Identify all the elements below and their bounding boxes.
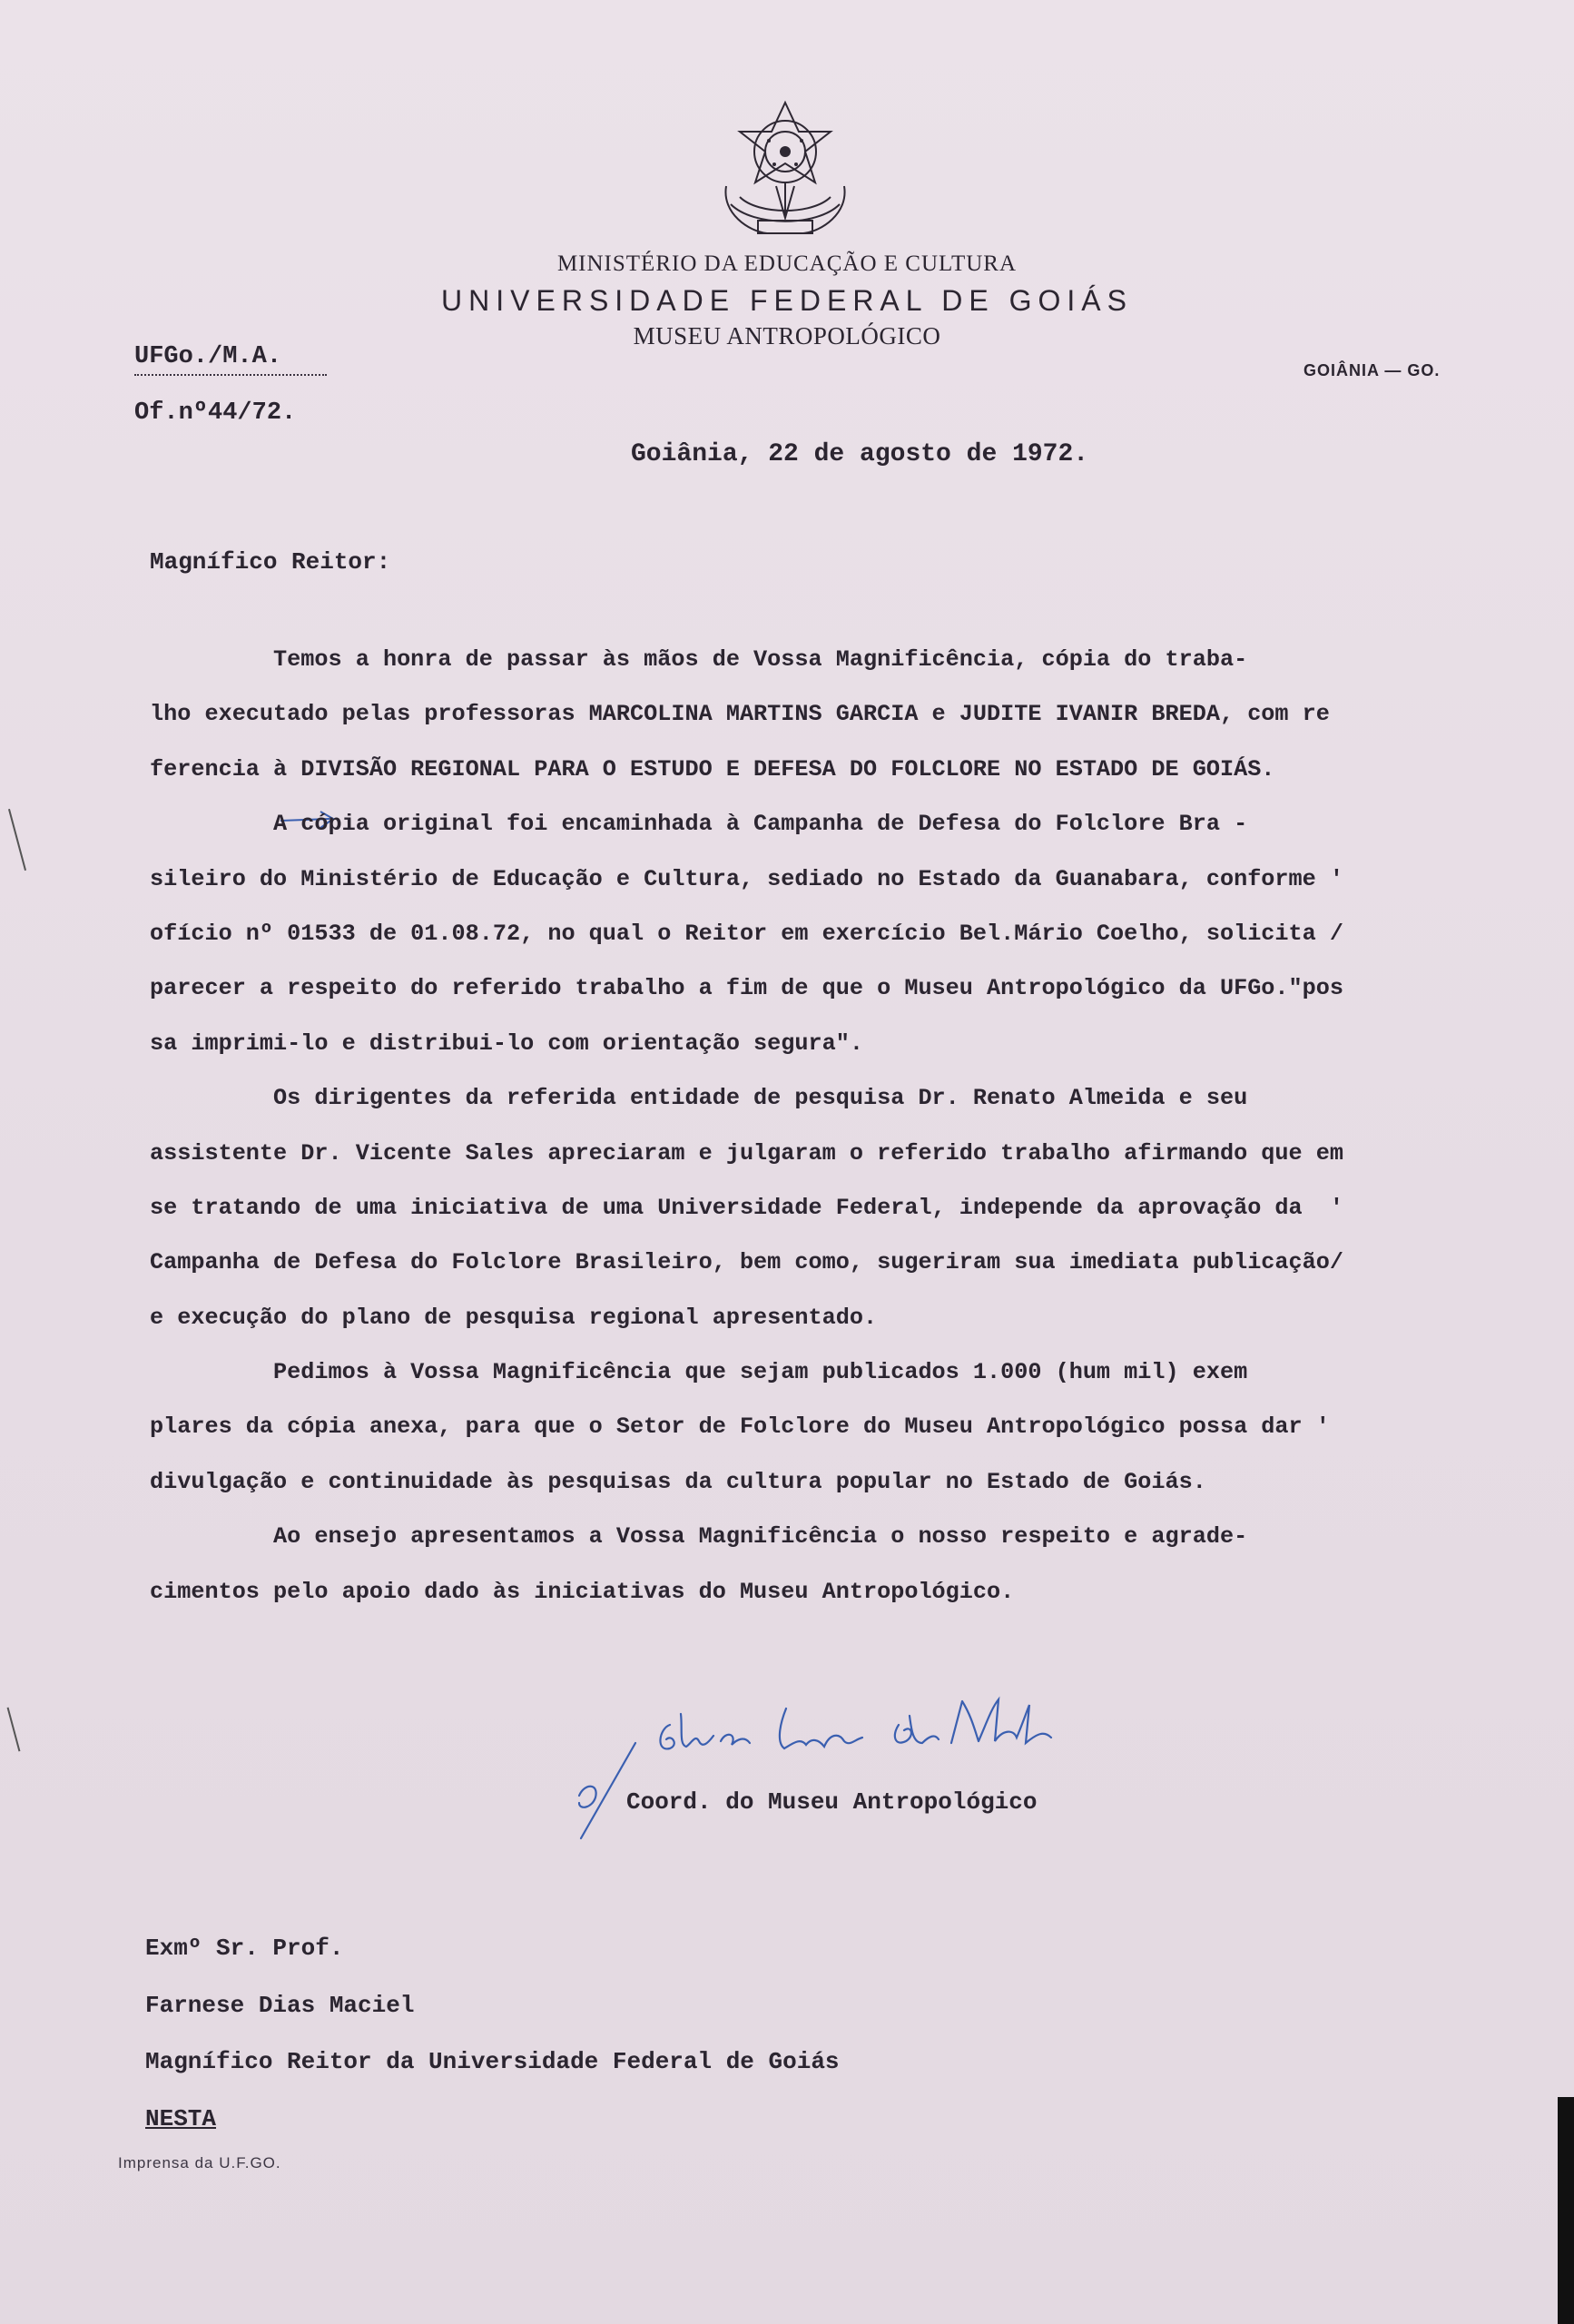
body-line: e execução do plano de pesquisa regional apresentado. — [150, 1304, 878, 1331]
body-line: sa imprimi-lo e distribui-lo com orientação segura". — [150, 1029, 863, 1057]
scan-edge — [1558, 2097, 1574, 2324]
letter-body — [150, 633, 1498, 1620]
handwritten-signature — [572, 1689, 1080, 1852]
ministry-heading: MINISTÉRIO DA EDUCAÇÃO E CULTURA — [556, 251, 1018, 276]
margin-mark — [7, 1708, 21, 1752]
body-line: divulgação e continuidade às pesquisas da cultura popular no Estado de Goiás. — [150, 1468, 1206, 1495]
addressee-locality: NESTA — [145, 2104, 217, 2132]
body-line: A cópia original foi encaminhada à Campanha de Defesa do Folclore Bra - — [150, 811, 1248, 838]
body-line: Ao ensejo apresentamos a Vossa Magnificência o nosso respeito e agrade- — [150, 1523, 1248, 1551]
body-line: parecer a respeito do referido trabalho a fim de que o Museu Antropológico da UFGo."pos — [150, 975, 1344, 1002]
addressee-name: Farnese Dias Maciel — [145, 1991, 415, 2019]
body-line: Campanha de Defesa do Folclore Brasileiro, bem como, sugeriram sua imediata publicação/ — [150, 1249, 1344, 1276]
body-line: sileiro do Ministério de Educação e Cultura, sediado no Estado da Guanabara, conforme ' — [150, 865, 1344, 892]
addressee-honorific: Exmº Sr. Prof. — [145, 1935, 344, 1962]
body-line: Os dirigentes da referida entidade de pesquisa Dr. Renato Almeida e seu — [150, 1085, 1248, 1112]
body-line: Temos a honra de passar às mãos de Vossa Magnificência, cópia do traba- — [150, 646, 1248, 673]
body-line: plares da cópia anexa, para que o Setor de Folclore do Museu Antropológico possa dar ' — [150, 1413, 1330, 1441]
body-line: assistente Dr. Vicente Sales apreciaram e julgaram o referido trabalho afirmando que em — [150, 1139, 1344, 1167]
addressee-block — [145, 1920, 840, 2147]
reference-code: UFGo./M.A. — [134, 343, 327, 376]
margin-mark — [8, 809, 26, 871]
body-line: ferencia à DIVISÃO REGIONAL PARA O ESTUDO E DEFESA DO FOLCLORE NO ESTADO DE GOIÁS. — [150, 755, 1275, 783]
body-line: Pedimos à Vossa Magnificência que sejam publicados 1.000 (hum mil) exem — [150, 1359, 1248, 1386]
location-label: GOIÂNIA — GO. — [1303, 361, 1441, 379]
body-line: lho executado pelas professoras MARCOLINA MARTINS GARCIA e JUDITE IVANIR BREDA, com re — [150, 701, 1330, 728]
museum-heading: MUSEU ANTROPOLÓGICO — [633, 322, 941, 350]
body-line: ofício nº 01533 de 01.08.72, no qual o Reitor em exercício Bel.Mário Coelho, solicita / — [150, 920, 1344, 947]
salutation: Magnífico Reitor: — [150, 548, 391, 576]
addressee-position: Magnífico Reitor da Universidade Federal de Goiás — [145, 2048, 840, 2075]
printer-footer: Imprensa da U.F.GO. — [118, 2154, 281, 2171]
signatory-title: Coord. do Museu Antropológico — [626, 1788, 1038, 1816]
body-line: cimentos pelo apoio dado às iniciativas do Museu Antropológico. — [150, 1578, 1015, 1605]
national-coat-of-arms-icon — [713, 95, 858, 250]
university-heading: UNIVERSIDADE FEDERAL DE GOIÁS — [441, 284, 1133, 317]
body-line: se tratando de uma iniciativa de uma Universidade Federal, independe da aprovação da ' — [150, 1194, 1344, 1221]
letter-date: Goiânia, 22 de agosto de 1972. — [631, 440, 1089, 468]
office-number: Of.nº44/72. — [134, 399, 297, 427]
